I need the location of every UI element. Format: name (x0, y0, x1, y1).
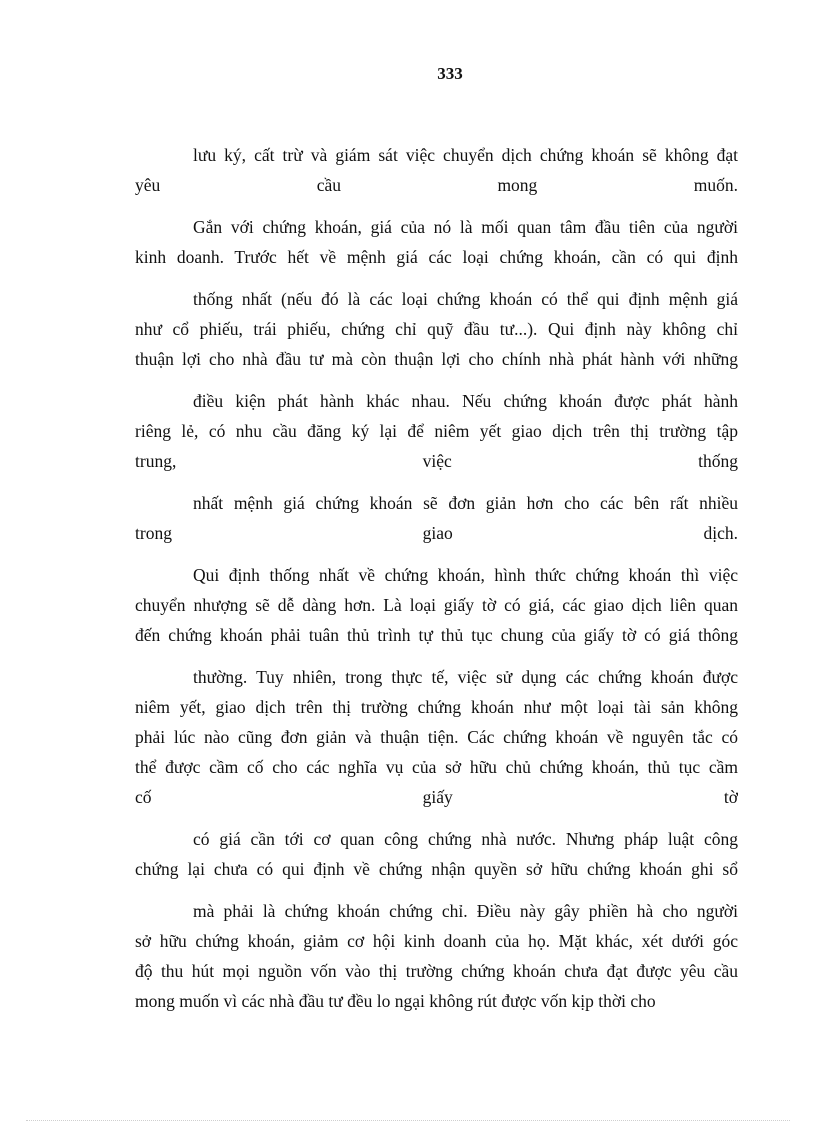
text-line: sở hữu chứng khoán, giảm cơ hội kinh doanh của họ. Mặt khác, xét dưới góc (135, 931, 738, 951)
text-line: như cổ phiếu, trái phiếu, chứng chỉ quỹ đầu tư...). Qui định này không chỉ (135, 319, 738, 339)
text-line: riêng lẻ, có nhu cầu đăng ký lại để niêm yết giao dịch trên thị trường tập (135, 421, 738, 441)
text-line: phải lúc nào cũng đơn giản và thuận tiện. Các chứng khoán về nguyên tắc có (135, 727, 738, 747)
text-line: chuyển nhượng sẽ dễ dàng hơn. Là loại giấy tờ có giá, các giao dịch liên quan (135, 595, 738, 615)
text-line: có giá cần tới cơ quan công chứng nhà nước. Nhưng pháp luật công (193, 829, 738, 849)
text-line: cố giấy tờ (135, 787, 738, 807)
text-line: đến chứng khoán phải tuân thủ trình tự thủ tục chung của giấy tờ có giá thông (135, 625, 738, 645)
text-line: chứng lại chưa có qui định về chứng nhận quyền sở hữu chứng khoán ghi sổ (135, 859, 738, 879)
text-line: thường. Tuy nhiên, trong thực tế, việc sử dụng các chứng khoán được (193, 667, 738, 687)
text-line: điều kiện phát hành khác nhau. Nếu chứng khoán được phát hành (193, 391, 738, 411)
text-line: nhất mệnh giá chứng khoán sẽ đơn giản hơn cho các bên rất nhiều (193, 493, 738, 513)
document-body (135, 140, 738, 1016)
text-line: trung, việc thống (135, 451, 738, 471)
text-line: mà phải là chứng khoán chứng chỉ. Điều này gây phiền hà cho người (193, 901, 738, 921)
text-line: độ thu hút mọi nguồn vốn vào thị trường chứng khoán chưa đạt được yêu cầu (135, 961, 738, 981)
page-bottom-rule (26, 1120, 790, 1121)
page-number: 333 (437, 64, 463, 83)
text-line: thuận lợi cho nhà đầu tư mà còn thuận lợi cho chính nhà phát hành với những (135, 349, 738, 369)
text-line: mong muốn vì các nhà đầu tư đều lo ngại không rút được vốn kịp thời cho (135, 991, 656, 1011)
text-line: thể được cầm cố cho các nghĩa vụ của sở hữu chủ chứng khoán, thủ tục cầm (135, 757, 738, 777)
text-line: niêm yết, giao dịch trên thị trường chứng khoán như một loại tài sản không (135, 697, 738, 717)
text-line: Gắn với chứng khoán, giá của nó là mối quan tâm đầu tiên của người (193, 217, 738, 237)
text-line: trong giao dịch. (135, 523, 738, 543)
text-line: kinh doanh. Trước hết về mệnh giá các loại chứng khoán, cần có qui định (135, 247, 738, 267)
text-line: thống nhất (nếu đó là các loại chứng khoán có thể qui định mệnh giá (193, 289, 738, 309)
text-line: Qui định thống nhất về chứng khoán, hình thức chứng khoán thì việc (193, 565, 738, 585)
text-line: yêu cầu mong muốn. (135, 175, 738, 195)
text-line: lưu ký, cất trừ và giám sát việc chuyển dịch chứng khoán sẽ không đạt (193, 145, 738, 165)
